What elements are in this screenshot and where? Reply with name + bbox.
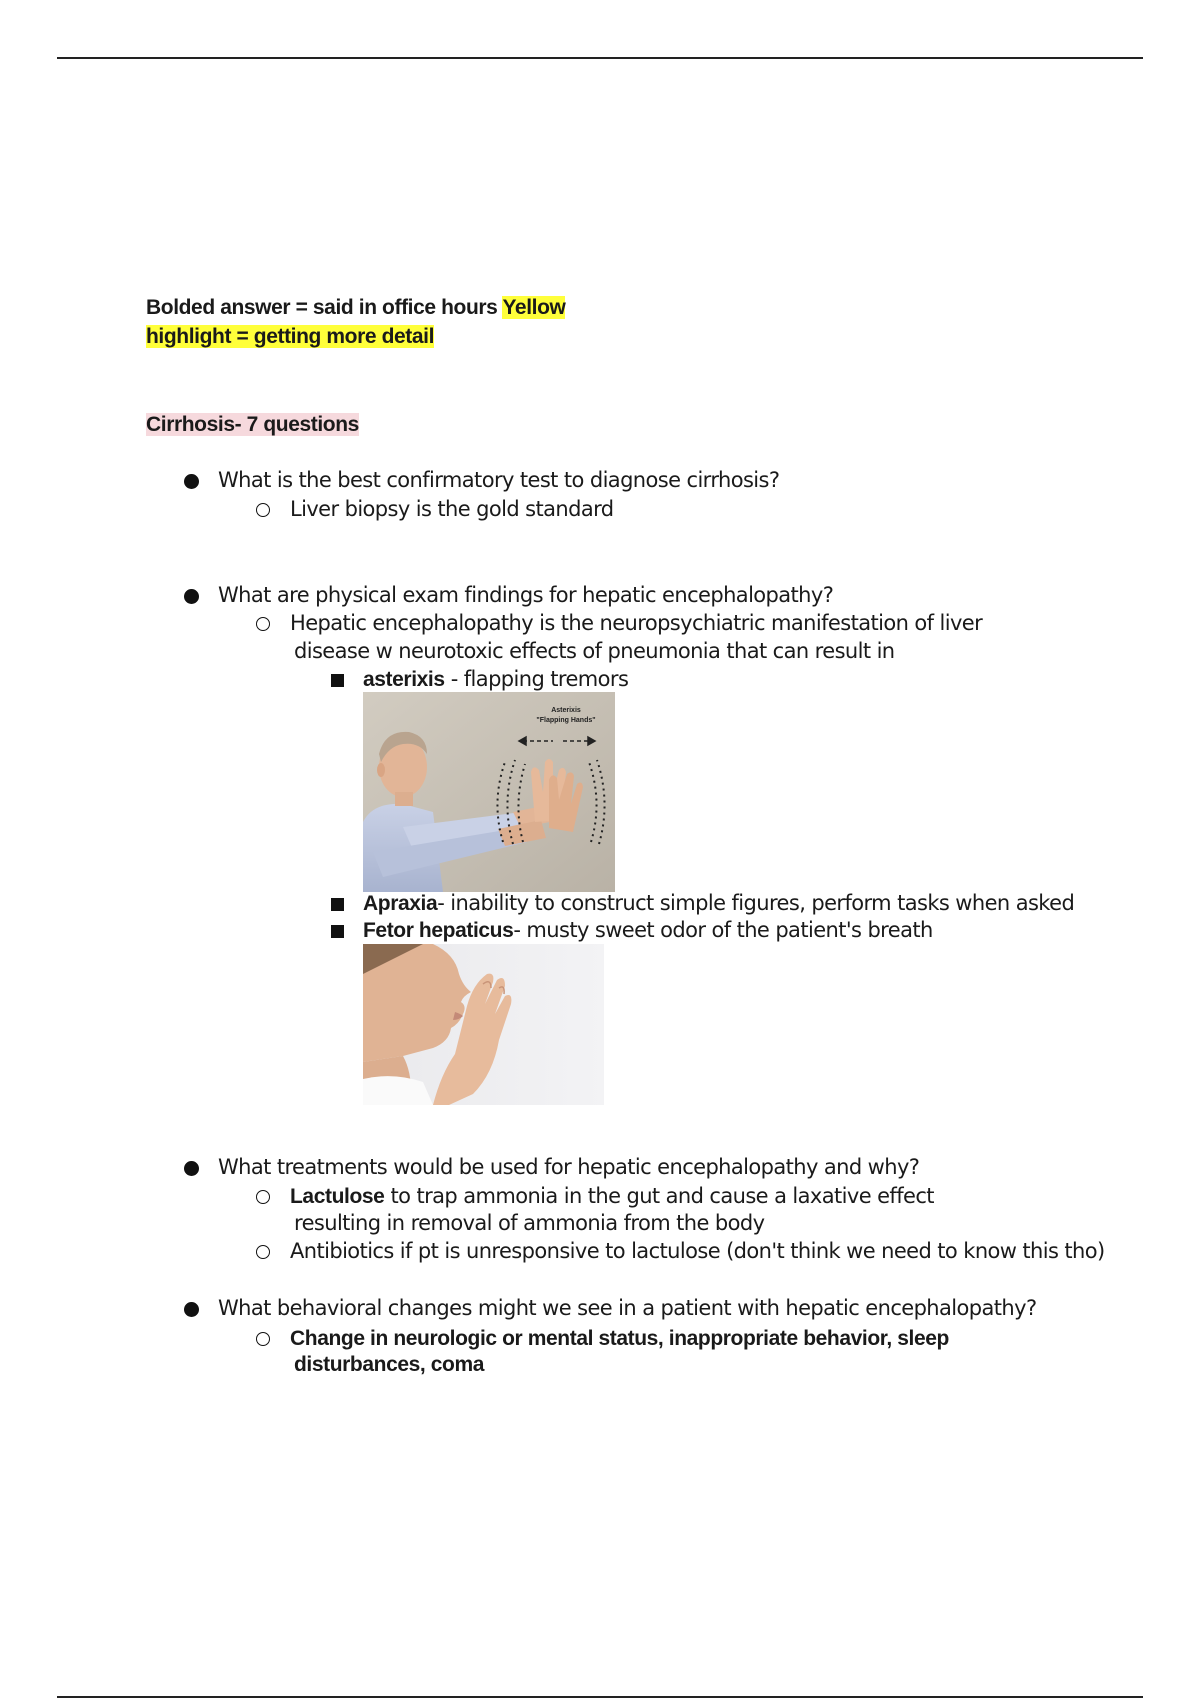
bullet-square-icon [331, 898, 344, 911]
answer-3-1-continued [294, 1209, 764, 1237]
figure-caption-line-1: Asterixis [551, 707, 581, 714]
bullet-dot-icon [184, 1161, 199, 1176]
answer-text-line-1: Hepatic encephalopathy is the neuropsychiatric manifestation of liver [290, 611, 983, 635]
section-title [146, 410, 359, 439]
answer-text-line-2: disturbances, coma [294, 1353, 485, 1376]
finding-asterixis [363, 665, 628, 694]
legend-line-2 [146, 322, 565, 351]
legend-line-1 [146, 293, 565, 322]
question-2 [218, 581, 833, 609]
bullet-square-icon [331, 674, 344, 687]
question-4 [218, 1294, 1037, 1322]
bullet-dot-icon [184, 589, 199, 604]
bullet-dot-icon [184, 1302, 199, 1317]
bullet-dot-icon [184, 474, 199, 489]
asterixis-photo [363, 692, 615, 892]
finding-apraxia [363, 889, 1074, 918]
answer-4-1 [290, 1324, 949, 1353]
figure-caption-line-2: "Flapping Hands" [536, 717, 596, 724]
question-text: What behavioral changes might we see in a patient with hepatic encephalopathy? [218, 1296, 1037, 1320]
answer-text-line-1: to trap ammonia in the gut and cause a laxative effect [384, 1184, 934, 1208]
answer-3-2 [290, 1237, 1105, 1265]
legend-yellow-word: Yellow [502, 296, 566, 319]
question-text: What is the best confirmatory test to diagnose cirrhosis? [218, 468, 780, 492]
answer-text-line-2: disease w neurotoxic effects of pneumonia that can result in [294, 639, 895, 663]
bullet-circle-icon [256, 503, 270, 517]
finding-term: Fetor hepaticus [363, 919, 514, 942]
answer-1-1 [290, 495, 614, 523]
finding-desc: - flapping tremors [444, 667, 629, 691]
finding-term: asterixis [363, 668, 445, 691]
bullet-circle-icon [256, 1332, 270, 1346]
bullet-circle-icon [256, 1190, 270, 1204]
finding-fetor-hepaticus [363, 916, 933, 945]
breath-check-photo [363, 944, 604, 1105]
question-text: What are physical exam findings for hepatic encephalopathy? [218, 583, 834, 607]
answer-text-line-2: resulting in removal of ammonia from the body [294, 1211, 765, 1235]
finding-desc: - inability to construct simple figures, perform tasks when asked [437, 891, 1075, 915]
answer-2-1-continued [294, 637, 895, 665]
bullet-circle-icon [256, 617, 270, 631]
question-3 [218, 1153, 919, 1181]
section-title-text: Cirrhosis- 7 questions [146, 413, 359, 436]
answer-text: Antibiotics if pt is unresponsive to lactulose (don't think we need to know this tho) [290, 1239, 1105, 1263]
answer-3-1 [290, 1182, 934, 1211]
answer-text-line-1: Change in neurologic or mental status, inappropriate behavior, sleep [290, 1327, 949, 1350]
answer-term: Lactulose [290, 1185, 385, 1208]
question-1 [218, 466, 779, 494]
bullet-square-icon [331, 925, 344, 938]
finding-desc: - musty sweet odor of the patient's breath [513, 918, 933, 942]
question-text: What treatments would be used for hepatic encephalopathy and why? [218, 1155, 920, 1179]
answer-2-1 [290, 609, 982, 637]
legend [146, 293, 565, 351]
finding-term: Apraxia [363, 892, 438, 915]
top-divider [57, 57, 1143, 59]
legend-highlight-note: highlight = getting more detail [146, 325, 435, 348]
legend-bold-note: Bolded answer = said in office hours [146, 296, 503, 319]
bullet-circle-icon [256, 1245, 270, 1259]
answer-4-1-continued [294, 1350, 484, 1379]
answer-text: Liver biopsy is the gold standard [290, 497, 614, 521]
bottom-divider [57, 1696, 1143, 1698]
